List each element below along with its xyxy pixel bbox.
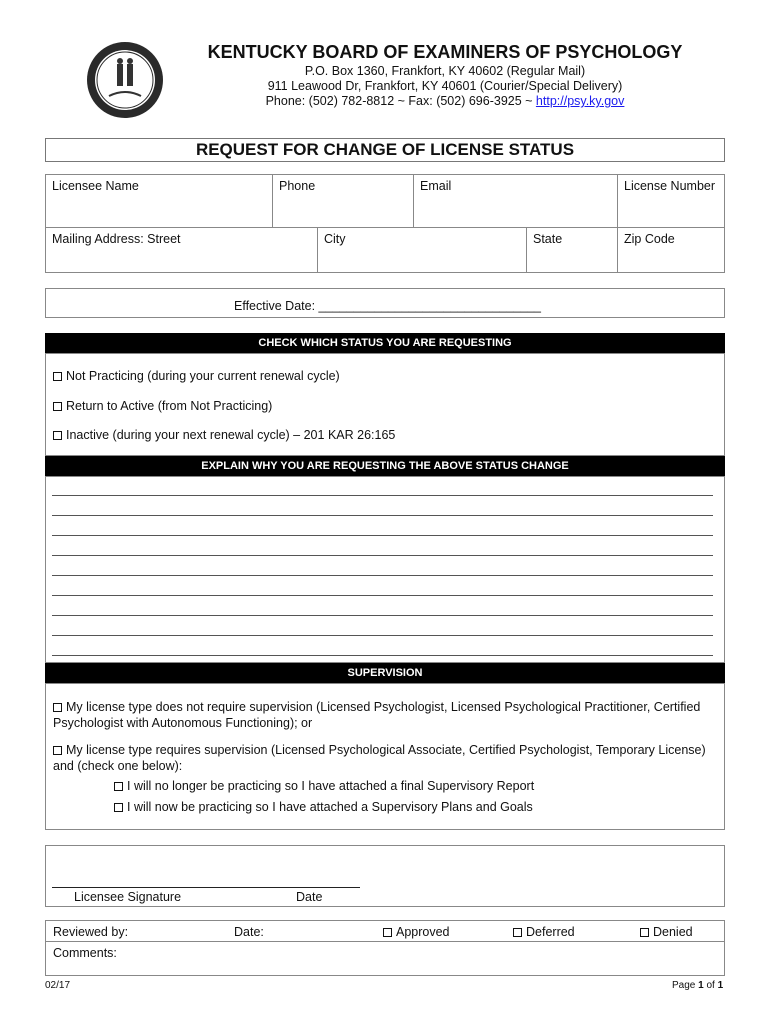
- explain-line[interactable]: [52, 575, 713, 576]
- license-number-field[interactable]: [617, 174, 725, 228]
- explain-line[interactable]: [52, 495, 713, 496]
- explain-line[interactable]: [52, 655, 713, 656]
- effective-date-box: [45, 288, 725, 318]
- checkbox-icon[interactable]: [53, 746, 62, 755]
- checkbox-icon[interactable]: [383, 928, 392, 937]
- explain-line[interactable]: [52, 595, 713, 596]
- comments-label: Comments:: [53, 946, 117, 960]
- explain-line[interactable]: [52, 635, 713, 636]
- licensee-name-field[interactable]: [45, 174, 273, 228]
- phone-fax: Phone: (502) 782-8812 ~ Fax: (502) 696-3925 ~: [265, 94, 536, 108]
- checkbox-icon[interactable]: [53, 431, 62, 440]
- kentucky-seal: [85, 40, 165, 120]
- supervision-sub-option-plans-goals[interactable]: I will now be practicing so I have attached a Supervisory Plans and Goals: [114, 800, 533, 814]
- approved-option[interactable]: Approved: [383, 925, 450, 939]
- revision-date: 02/17: [45, 980, 71, 991]
- signature-label: Licensee Signature: [74, 890, 182, 904]
- city-field[interactable]: [317, 227, 527, 273]
- mailing-street-field[interactable]: [45, 227, 318, 273]
- phone-label: Phone: [279, 179, 316, 193]
- contact-line: [180, 94, 710, 108]
- zip-field[interactable]: [617, 227, 725, 273]
- mailing-street-label: Mailing Address: Street: [52, 232, 181, 246]
- explain-line[interactable]: [52, 555, 713, 556]
- explain-line[interactable]: [52, 615, 713, 616]
- address-regular-mail: P.O. Box 1360, Frankfort, KY 40602 (Regular Mail): [304, 64, 586, 78]
- checkbox-icon[interactable]: [114, 803, 123, 812]
- city-label: City: [324, 232, 346, 246]
- status-section-heading: CHECK WHICH STATUS YOU ARE REQUESTING: [45, 333, 725, 353]
- license-number-label: License Number: [624, 179, 716, 193]
- status-option-return-active[interactable]: Return to Active (from Not Practicing): [53, 399, 272, 413]
- signature-line[interactable]: [52, 887, 360, 888]
- website-link[interactable]: http://psy.ky.gov: [535, 94, 625, 108]
- supervision-option-required[interactable]: My license type requires supervision (Licensed Psychological Associate, Certified Psychologist, Temporary License) and (check one below):: [53, 743, 706, 773]
- supervision-option-not-required[interactable]: My license type does not require supervision (Licensed Psychologist, Licensed Psychological Practitioner, Certified Psychologist with Autonomous Functioning); or: [53, 700, 701, 730]
- explain-section-heading: EXPLAIN WHY YOU ARE REQUESTING THE ABOVE STATUS CHANGE: [45, 456, 725, 476]
- review-box: [45, 920, 725, 976]
- address-courier: 911 Leawood Dr, Frankfort, KY 40601 (Courier/Special Delivery): [267, 79, 623, 93]
- status-option-inactive[interactable]: Inactive (during your next renewal cycle) – 201 KAR 26:165: [53, 428, 395, 442]
- licensee-name-label: Licensee Name: [52, 179, 139, 193]
- effective-date-field[interactable]: Effective Date: ________________________________: [234, 299, 541, 313]
- supervision-section: [45, 683, 725, 830]
- denied-option[interactable]: Denied: [640, 925, 693, 939]
- email-field[interactable]: [413, 174, 618, 228]
- state-label: State: [533, 232, 563, 246]
- phone-field[interactable]: [272, 174, 414, 228]
- form-title: REQUEST FOR CHANGE OF LICENSE STATUS: [45, 138, 725, 162]
- checkbox-icon[interactable]: [53, 372, 62, 381]
- supervision-section-heading: SUPERVISION: [45, 663, 725, 683]
- status-section: [45, 353, 725, 456]
- signature-date-label: Date: [296, 890, 323, 904]
- reviewed-by-label: Reviewed by:: [53, 925, 129, 939]
- status-option-not-practicing[interactable]: Not Practicing (during your current renewal cycle): [53, 369, 340, 383]
- zip-label: Zip Code: [624, 232, 675, 246]
- review-date-label: Date:: [234, 925, 264, 939]
- checkbox-icon[interactable]: [53, 402, 62, 411]
- page-number: Page 1 of 1: [672, 980, 724, 991]
- supervision-sub-option-final-report[interactable]: I will no longer be practicing so I have attached a final Supervisory Report: [114, 779, 534, 793]
- email-label: Email: [420, 179, 452, 193]
- checkbox-icon[interactable]: [114, 782, 123, 791]
- explain-line[interactable]: [52, 535, 713, 536]
- checkbox-icon[interactable]: [640, 928, 649, 937]
- state-field[interactable]: [526, 227, 618, 273]
- checkbox-icon[interactable]: [53, 703, 62, 712]
- org-name: KENTUCKY BOARD OF EXAMINERS OF PSYCHOLOGY: [207, 42, 683, 62]
- checkbox-icon[interactable]: [513, 928, 522, 937]
- review-divider: [46, 941, 724, 942]
- deferred-option[interactable]: Deferred: [513, 925, 575, 939]
- explain-line[interactable]: [52, 515, 713, 516]
